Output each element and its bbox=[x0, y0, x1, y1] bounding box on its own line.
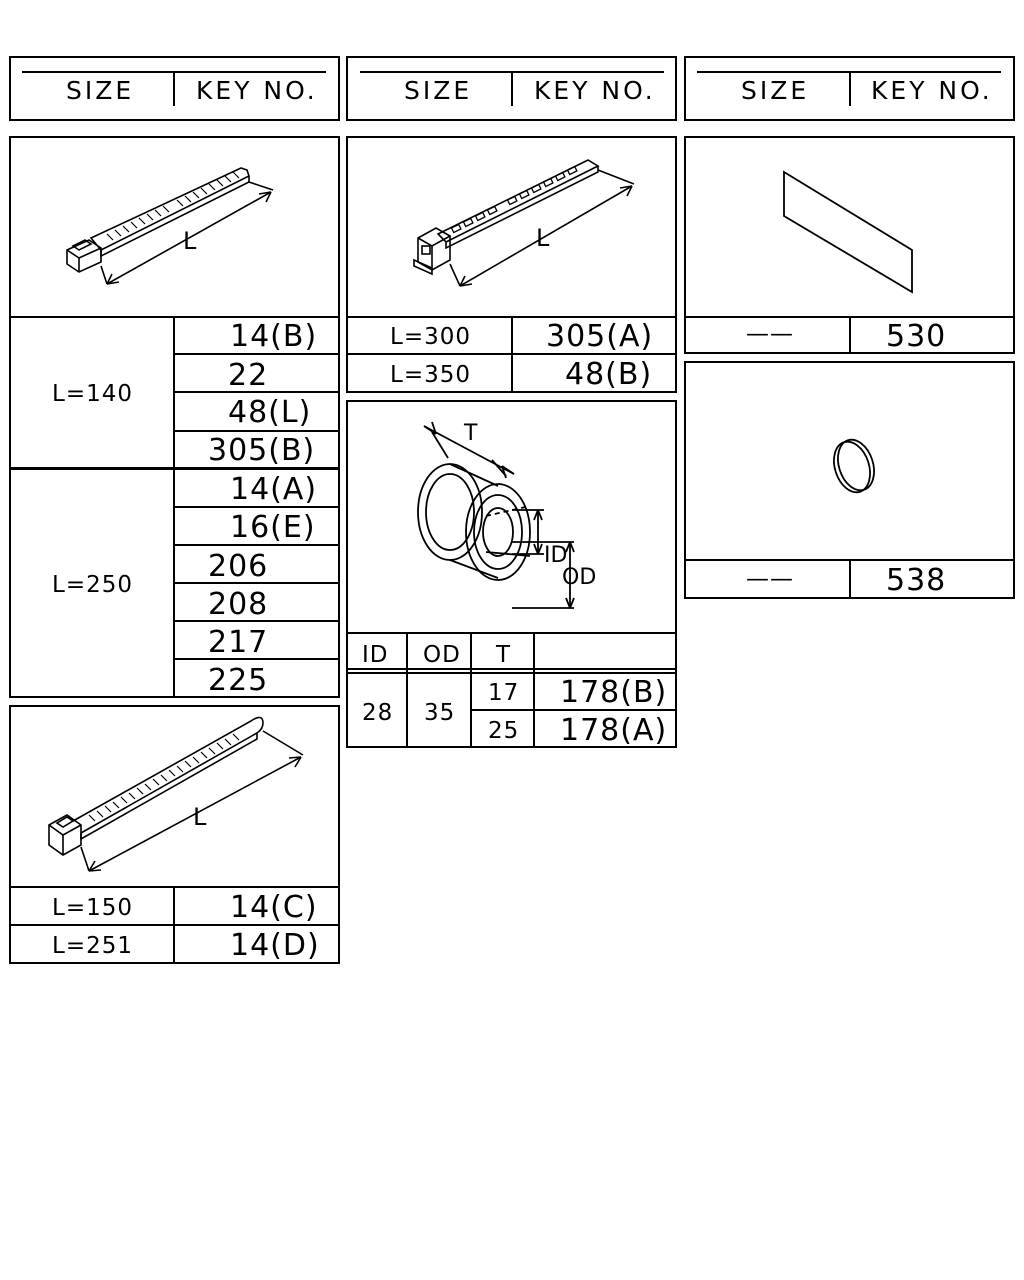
od-value-cell: 35 bbox=[424, 700, 456, 726]
table-rule bbox=[346, 632, 677, 634]
dimension-id-label: ID bbox=[544, 543, 568, 568]
key-cell: 530 bbox=[886, 319, 947, 354]
key-cell: 48(B) bbox=[565, 357, 653, 392]
size-cell: L=140 bbox=[52, 381, 133, 407]
key-cell: 305(A) bbox=[546, 319, 654, 354]
header-double-line bbox=[346, 672, 677, 674]
row-line bbox=[174, 391, 340, 393]
key-cell: 217 bbox=[208, 625, 269, 660]
key-cell: 16(E) bbox=[230, 510, 316, 545]
grommet-illustration bbox=[348, 402, 675, 632]
row-line bbox=[174, 430, 340, 432]
dimension-od-label: OD bbox=[562, 565, 597, 590]
group-line bbox=[9, 467, 340, 470]
row-line bbox=[174, 658, 340, 660]
table-divider bbox=[849, 559, 851, 599]
row-line bbox=[346, 353, 677, 355]
key-cell: 225 bbox=[208, 663, 269, 698]
key-no-header: KEY NO. bbox=[196, 76, 318, 105]
header-divider bbox=[511, 71, 513, 106]
dimension-l-label: L bbox=[536, 224, 550, 252]
header-divider bbox=[173, 71, 175, 106]
key-cell: 305(B) bbox=[208, 433, 316, 468]
dimension-t-label: T bbox=[464, 421, 478, 446]
column-header-t: T bbox=[496, 642, 512, 668]
header-double-line bbox=[346, 668, 677, 670]
tape-illustration bbox=[686, 138, 1013, 316]
key-no-header: KEY NO. bbox=[534, 76, 656, 105]
column-header-id: ID bbox=[362, 642, 389, 668]
size-cell: L=251 bbox=[52, 933, 133, 959]
t-value-cell: 17 bbox=[488, 680, 520, 706]
key-cell: 22 bbox=[228, 358, 269, 393]
col-divider bbox=[406, 632, 408, 748]
size-cell: L=150 bbox=[52, 895, 133, 921]
key-cell: 14(C) bbox=[230, 890, 318, 925]
size-cell: —— bbox=[746, 321, 794, 347]
cap-illustration bbox=[686, 363, 1013, 559]
key-cell: 14(D) bbox=[230, 928, 320, 963]
t-value-cell: 25 bbox=[488, 718, 520, 744]
size-cell: L=250 bbox=[52, 572, 133, 598]
size-cell: —— bbox=[746, 566, 794, 592]
size-cell: L=350 bbox=[390, 362, 471, 388]
cable-tie-long-illustration bbox=[11, 707, 338, 887]
key-cell: 178(B) bbox=[560, 675, 668, 710]
row-line bbox=[174, 506, 340, 508]
key-cell: 178(A) bbox=[560, 713, 668, 748]
column-header-od: OD bbox=[423, 642, 461, 668]
table-divider bbox=[849, 316, 851, 354]
size-header: SIZE bbox=[404, 76, 473, 105]
cable-tie-illustration bbox=[11, 138, 338, 316]
key-cell: 538 bbox=[886, 563, 947, 598]
row-line bbox=[471, 709, 677, 711]
size-header: SIZE bbox=[66, 76, 135, 105]
dimension-l-label: L bbox=[183, 227, 197, 255]
row-line bbox=[174, 620, 340, 622]
row-line bbox=[174, 353, 340, 355]
dimension-l-label: L bbox=[193, 803, 207, 831]
key-cell: 206 bbox=[208, 549, 269, 584]
cable-tie-clip-illustration bbox=[348, 138, 675, 316]
key-cell: 208 bbox=[208, 587, 269, 622]
row-line bbox=[174, 582, 340, 584]
row-line bbox=[174, 544, 340, 546]
id-value-cell: 28 bbox=[362, 700, 394, 726]
col-divider bbox=[470, 632, 472, 748]
key-no-header: KEY NO. bbox=[871, 76, 993, 105]
size-cell: L=300 bbox=[390, 324, 471, 350]
size-header: SIZE bbox=[741, 76, 810, 105]
key-cell: 14(A) bbox=[230, 472, 318, 507]
header-divider bbox=[849, 71, 851, 106]
row-line bbox=[9, 924, 340, 926]
key-cell: 48(L) bbox=[228, 395, 312, 430]
col-divider bbox=[533, 632, 535, 748]
key-cell: 14(B) bbox=[230, 319, 318, 354]
